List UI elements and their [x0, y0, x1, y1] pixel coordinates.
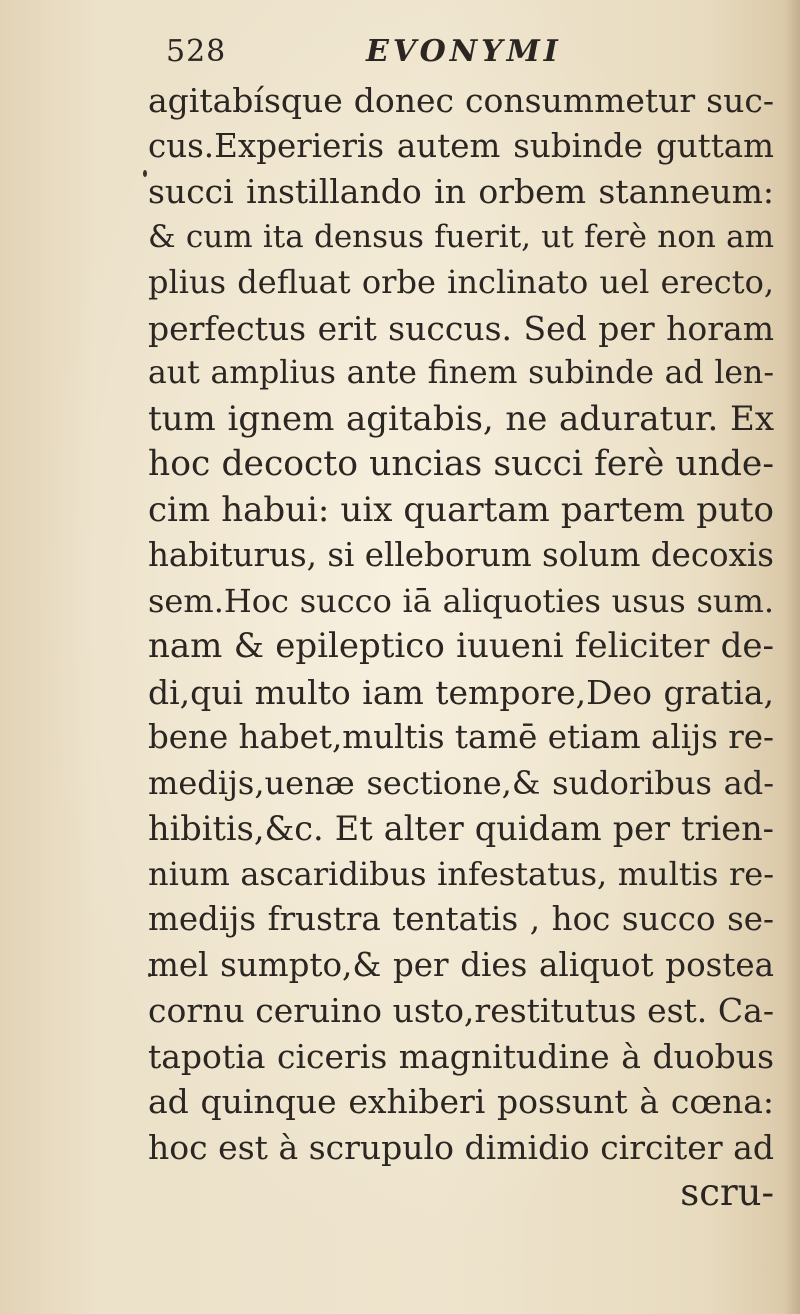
running-head	[166, 32, 626, 72]
text-line: tapotia ciceris magnitudine à duobus	[148, 1036, 774, 1076]
text-line: hoc est à scrupulo dimidio circiter ad	[148, 1127, 774, 1167]
text-line: & cum ita densus fuerit, ut ferè non am	[148, 218, 774, 255]
ink-speck	[143, 170, 147, 177]
text-line: agitabísque donec consummetur suc-	[148, 81, 774, 120]
text-line: perfectus erit succus. Sed per horam	[148, 308, 774, 348]
text-line: cus.Experieris autem subinde guttam	[148, 126, 774, 165]
running-title: EVONYMI	[366, 34, 562, 69]
text-line: habiturus, si elleborum solum decoxis	[148, 536, 774, 574]
text-line: tum ignem agitabis, ne aduratur. Ex	[148, 398, 774, 439]
text-line: aut amplius ante finem subinde ad len-	[148, 355, 774, 391]
text-line: nam & epileptico iuueni feliciter de-	[148, 626, 774, 666]
text-line: cim habui: uix quartam partem puto	[148, 489, 774, 530]
catchword: scru-	[680, 1171, 774, 1214]
text-line: di,qui multo iam tempore,Deo gratia,	[148, 672, 774, 712]
page-edge-shadow	[784, 0, 800, 1314]
text-line: hibitis,&c. Et alter quidam per trien-	[148, 809, 774, 848]
text-line: plius defluat orbe inclinato uel erecto,	[148, 263, 774, 301]
text-line: bene habet,multis tamē etiam alijs re-	[148, 718, 774, 756]
text-line: medijs,uenæ sectione,& sudoribus ad-	[148, 763, 774, 802]
text-line: cornu ceruino usto,restitutus est. Ca-	[148, 991, 774, 1030]
text-line: nium ascaridibus infestatus, multis re-	[148, 854, 774, 893]
text-line: medijs frustra tentatis , hoc succo se-	[148, 900, 774, 938]
text-line: ad quinque exhiberi possunt à cœna:	[148, 1082, 774, 1121]
text-line: hoc decocto uncias succi ferè unde-	[148, 444, 774, 484]
page-number: 528	[166, 34, 227, 69]
body-text	[148, 78, 774, 1216]
text-line: mel sumpto,& per dies aliquot postea	[148, 945, 774, 984]
text-line: succi instillando in orbem stanneum:	[148, 172, 774, 211]
text-line: sem.Hoc succo iā aliquoties usus sum.	[148, 581, 774, 620]
